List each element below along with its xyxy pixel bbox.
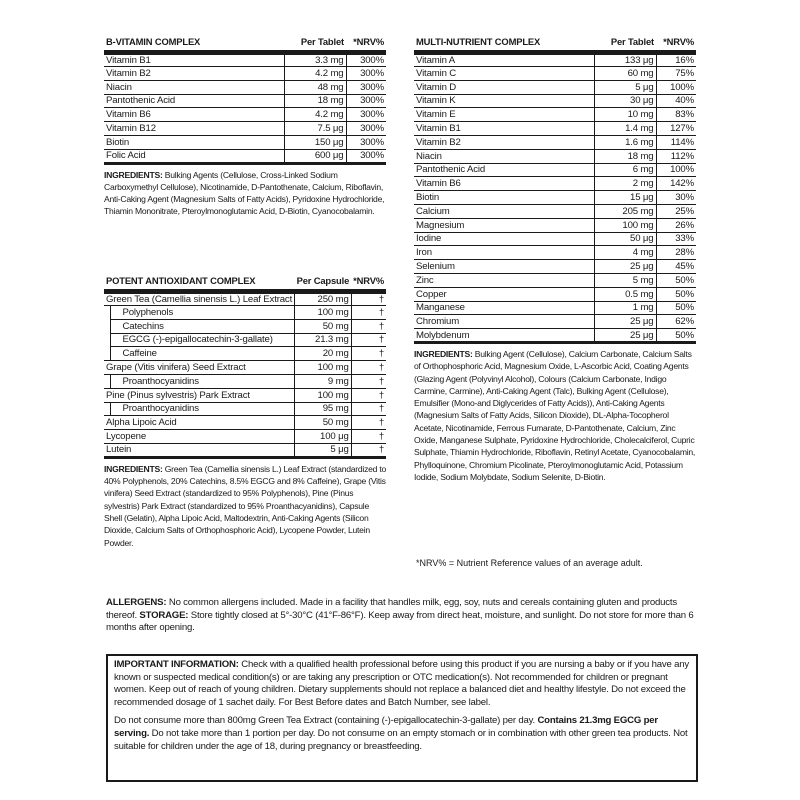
nutrient-amount: 205 mg [594, 204, 656, 218]
table-row [414, 191, 696, 205]
nutrient-name: Zinc [414, 273, 594, 287]
nutrient-name: Vitamin B1 [104, 53, 284, 67]
nutrient-amount: 3.3 mg [284, 53, 346, 67]
nutrient-amount: 25 μg [594, 315, 656, 329]
b-vitamin-table [104, 34, 386, 165]
nutrient-nrv: † [351, 430, 386, 444]
nutrient-nrv: 33% [656, 232, 696, 246]
nutrient-nrv: 30% [656, 191, 696, 205]
ingredients-label: INGREDIENTS: [104, 169, 163, 180]
important-text: Check with a qualified health professional before using this product if you are nursing a baby or if you have any known or suspected medical condition(s) or are taking any prescription or OTC medication(s). Not recommended for children or pregnant women. Keep out of reach of young children. Dietary supplements should not replace a balanced diet and healthy lifestyle. Do not exceed the recommended dosage of 1 sachet daily. For Best Before dates and Batch Number, see label. [114, 659, 689, 708]
table-row [104, 443, 386, 457]
nutrient-name: Chromium [414, 315, 594, 329]
nutrient-amount: 4.2 mg [284, 67, 346, 81]
column-header: MULTI-NUTRIENT COMPLEX [414, 34, 594, 53]
egcg-warning-paragraph [114, 715, 690, 753]
nutrient-name: Vitamin B12 [104, 122, 284, 136]
nutrient-amount: 2 mg [594, 177, 656, 191]
nutrient-amount: 100 μg [295, 430, 352, 444]
nutrient-amount: 95 mg [295, 402, 352, 416]
nutrient-name: Green Tea (Camellia sinensis L.) Leaf Extract [104, 292, 295, 306]
table-row [104, 374, 386, 388]
table-row [414, 80, 696, 94]
nutrient-nrv: 300% [346, 149, 386, 163]
nutrient-name: Alpha Lipoic Acid [104, 416, 295, 430]
b-vitamin-panel [104, 34, 386, 218]
nutrient-nrv: † [351, 292, 386, 306]
nutrient-nrv: 112% [656, 149, 696, 163]
nutrient-amount: 150 μg [284, 135, 346, 149]
nutrient-nrv: 127% [656, 122, 696, 136]
nutrient-nrv: 83% [656, 108, 696, 122]
ingredients-text: Bulking Agent (Cellulose), Calcium Carbonate, Calcium Salts of Orthophosphoric Acid, Magnesium Oxide, L-Ascorbic Acid, Coating Agents (Glazing Agent (Polyvinyl Alcohol), Colours (Calcium Carbonate, Indigo Carmine, Carmine), Anti-Caking Agent (Talc), Bulking Agent (Cellulose), Emulsifier (Mono-and Diglycerides of Fatty Acids)), Anti-Caking Agents (Magnesium Salts of Fatty Acids, Silicon Dioxide), DL-Alpha-Tocopherol Acetate, Nicotinamide, Ferrous Fumarate, D-Pantothenate, Calcium, Zinc Oxide, Manganese Sulphate, Pyridoxine Hydrochloride, Cholecalciferol, Cupric Sulphate, Thiamin Hydrochloride, Riboflavin, Retinyl Acetate, Cyanocobalamin, Phylloquinone, Chromium Picolinate, Pteroylmonoglutamic Acid, Potassium Iodide, Sodium Molybdate, Sodium Selenite, D-Biotin. [414, 348, 696, 482]
nutrient-amount: 5 μg [594, 80, 656, 94]
table-row [104, 108, 386, 122]
important-paragraph [114, 659, 690, 709]
nutrient-amount: 133 μg [594, 53, 656, 67]
storage-text: Store tightly closed at 5°-30°C (41°F-86°F). Keep away from direct heat, moisture, and sunlight. Do not store for more than 6 months after opening. [106, 609, 694, 633]
egcg-text: Do not consume more than 800mg Green Tea Extract (containing (-)-epigallocatechin-3-gallate) per day. [114, 715, 538, 727]
ingredients-text: Bulking Agents (Cellulose, Cross-Linked Sodium Carboxymethyl Cellulose), Nicotinamide, D-Pantothenate, Calcium, Riboflavin, Anti-Caking Agent (Magnesium Salts of Fatty Acids), Pyridoxine Hydrochloride, Thiamin Mononitrate, Pteroylmonoglutamic Acid, D-Biotin, Cyanocobalamin. [104, 169, 385, 217]
column-header: *NRV% [351, 273, 386, 292]
nutrient-nrv: 28% [656, 246, 696, 260]
nutrient-nrv: 45% [656, 260, 696, 274]
column-header: Per Capsule [295, 273, 352, 292]
table-row [104, 53, 386, 67]
nutrient-nrv: 50% [656, 301, 696, 315]
nutrient-name: Lutein [104, 443, 295, 457]
table-row [104, 416, 386, 430]
nutrient-amount: 1.6 mg [594, 135, 656, 149]
nutrient-name: Catechins [110, 319, 295, 333]
table-row [414, 53, 696, 67]
nutrient-nrv: 25% [656, 204, 696, 218]
nutrient-nrv: 50% [656, 329, 696, 343]
nutrient-nrv: 300% [346, 122, 386, 136]
column-header: Per Tablet [594, 34, 656, 53]
nutrient-name: Pine (Pinus sylvestris) Park Extract [104, 388, 295, 402]
ingredients-label: INGREDIENTS: [104, 463, 163, 474]
nutrient-name: Copper [414, 287, 594, 301]
nutrient-name: Grape (Vitis vinifera) Seed Extract [104, 361, 295, 375]
table-row [414, 163, 696, 177]
column-header: *NRV% [346, 34, 386, 53]
nutrient-nrv: 300% [346, 108, 386, 122]
nutrient-amount: 60 mg [594, 67, 656, 81]
nutrient-amount: 5 μg [295, 443, 352, 457]
nutrient-name: Molybdenum [414, 329, 594, 343]
table-row [104, 122, 386, 136]
table-row [104, 94, 386, 108]
nutrient-amount: 600 μg [284, 149, 346, 163]
nutrient-name: Proanthocyanidins [110, 402, 295, 416]
important-label: IMPORTANT INFORMATION: [114, 659, 239, 670]
nutrient-amount: 1 mg [594, 301, 656, 315]
nutrient-name: Calcium [414, 204, 594, 218]
nutrient-amount: 18 mg [284, 94, 346, 108]
nutrient-amount: 25 μg [594, 260, 656, 274]
nutrient-nrv: 50% [656, 287, 696, 301]
nutrient-nrv: † [351, 319, 386, 333]
table-row [414, 218, 696, 232]
nrv-footnote: *NRV% = Nutrient Reference values of an average adult. [416, 558, 643, 568]
antioxidant-ingredients [104, 463, 386, 549]
nutrient-nrv: 62% [656, 315, 696, 329]
nutrient-nrv: † [351, 361, 386, 375]
storage-label: STORAGE: [139, 609, 189, 621]
nutrient-name: Polyphenols [110, 306, 295, 320]
nutrient-nrv: 300% [346, 94, 386, 108]
nutrient-nrv: † [351, 416, 386, 430]
table-row [414, 204, 696, 218]
nutrient-nrv: 16% [656, 53, 696, 67]
nutrient-nrv: 100% [656, 163, 696, 177]
table-row [104, 135, 386, 149]
allergens-storage-section [106, 597, 696, 635]
nutrient-nrv: † [351, 306, 386, 320]
table-row [104, 67, 386, 81]
nutrient-name: Biotin [414, 191, 594, 205]
table-row [104, 430, 386, 444]
column-header: *NRV% [656, 34, 696, 53]
nutrient-name: Pantothenic Acid [104, 94, 284, 108]
nutrient-amount: 100 mg [295, 306, 352, 320]
nutrient-amount: 250 mg [295, 292, 352, 306]
nutrient-nrv: 100% [656, 80, 696, 94]
nutrient-amount: 100 mg [594, 218, 656, 232]
nutrient-amount: 100 mg [295, 361, 352, 375]
nutrient-nrv: 75% [656, 67, 696, 81]
table-row [414, 94, 696, 108]
nutrient-amount: 30 μg [594, 94, 656, 108]
b-vitamin-ingredients [104, 169, 386, 218]
nutrient-name: Vitamin B2 [104, 67, 284, 81]
antioxidant-panel [104, 273, 386, 549]
ingredients-text: Green Tea (Camellia sinensis L.) Leaf Extract (standardized to 40% Polyphenols, 20% Catechins, 8.5% EGCG and 8% Caffeine), Grape (Vitis vinifera) Seed Extract (standardized to 95% Polyphenols), Pine (Pinus sylvestris) Park Extract (standardized to 95% Proanthacyanidins), Capsule Shell (Gelatin), Alpha Lipoic Acid, Maltodextrin, Anti-Caking Agents (Silicon Dioxide, Calcium Salts of Orthophosphoric Acid), Lycopene Powder, Lutein Powder. [104, 463, 386, 548]
nutrient-name: Vitamin A [414, 53, 594, 67]
nutrient-amount: 100 mg [295, 388, 352, 402]
nutrient-amount: 21.3 mg [295, 333, 352, 347]
nutrient-amount: 50 mg [295, 319, 352, 333]
nutrient-amount: 10 mg [594, 108, 656, 122]
nutrient-name: Vitamin B2 [414, 135, 594, 149]
antioxidant-table [104, 273, 386, 459]
table-row [414, 232, 696, 246]
nutrient-amount: 9 mg [295, 374, 352, 388]
egcg-bold-text: Contains 21.3mg EGCG per serving. [114, 715, 658, 739]
table-row [414, 67, 696, 81]
nutrient-name: Vitamin D [414, 80, 594, 94]
table-row [414, 273, 696, 287]
important-information-box [106, 654, 698, 782]
table-row [104, 149, 386, 163]
nutrient-amount: 1.4 mg [594, 122, 656, 136]
table-row [414, 246, 696, 260]
nutrient-name: Caffeine [110, 347, 295, 361]
allergens-text: No common allergens included. Made in a facility that handles milk, egg, soy, nuts and cereals containing gluten and products thereof. [106, 597, 677, 621]
nutrient-name: Niacin [104, 80, 284, 94]
nutrient-nrv: † [351, 347, 386, 361]
nutrient-amount: 4.2 mg [284, 108, 346, 122]
table-row [414, 287, 696, 301]
nutrient-name: Vitamin B6 [104, 108, 284, 122]
nutrient-name: Lycopene [104, 430, 295, 444]
nutrient-name: EGCG (-)-epigallocatechin-3-gallate) [110, 333, 295, 347]
nutrient-nrv: 300% [346, 53, 386, 67]
nutrient-nrv: 300% [346, 67, 386, 81]
table-row [414, 122, 696, 136]
nutrient-amount: 25 μg [594, 329, 656, 343]
nutrient-name: Biotin [104, 135, 284, 149]
nutrient-nrv: † [351, 402, 386, 416]
table-row [414, 149, 696, 163]
nutrient-nrv: † [351, 388, 386, 402]
table-header-row [104, 34, 386, 53]
nutrient-name: Folic Acid [104, 149, 284, 163]
table-row [414, 108, 696, 122]
nutrient-nrv: 114% [656, 135, 696, 149]
nutrient-nrv: † [351, 374, 386, 388]
nutrient-name: Niacin [414, 149, 594, 163]
nutrient-amount: 6 mg [594, 163, 656, 177]
table-row [104, 333, 386, 347]
nutrient-name: Manganese [414, 301, 594, 315]
table-row [104, 347, 386, 361]
nutrient-amount: 50 μg [594, 232, 656, 246]
nutrient-amount: 0.5 mg [594, 287, 656, 301]
nutrient-name: Pantothenic Acid [414, 163, 594, 177]
nutrient-nrv: 40% [656, 94, 696, 108]
column-header: Per Tablet [284, 34, 346, 53]
nutrient-name: Vitamin E [414, 108, 594, 122]
nutrient-nrv: 300% [346, 80, 386, 94]
nutrient-amount: 18 mg [594, 149, 656, 163]
table-header-row [414, 34, 696, 53]
nutrient-name: Magnesium [414, 218, 594, 232]
table-row [414, 315, 696, 329]
nutrient-amount: 7.5 μg [284, 122, 346, 136]
table-row [104, 80, 386, 94]
nutrient-amount: 20 mg [295, 347, 352, 361]
table-row [104, 319, 386, 333]
ingredients-label: INGREDIENTS: [414, 348, 473, 359]
nutrient-name: Vitamin C [414, 67, 594, 81]
table-row [414, 260, 696, 274]
table-row [104, 402, 386, 416]
table-row [414, 329, 696, 343]
table-row [104, 388, 386, 402]
nutrient-nrv: † [351, 443, 386, 457]
nutrient-amount: 4 mg [594, 246, 656, 260]
table-row [414, 177, 696, 191]
nutrient-amount: 5 mg [594, 273, 656, 287]
nutrient-name: Vitamin K [414, 94, 594, 108]
nutrient-amount: 15 μg [594, 191, 656, 205]
egcg-text-continued: Do not take more than 1 portion per day. Do not consume on an empty stomach or in combination with other green tea products. Not suitable for children under the age of 18, during pregnancy or breastfeeding. [114, 727, 688, 752]
table-row [104, 306, 386, 320]
nutrient-amount: 48 mg [284, 80, 346, 94]
allergens-label: ALLERGENS: [106, 597, 167, 608]
column-header: B-VITAMIN COMPLEX [104, 34, 284, 53]
multi-nutrient-ingredients [414, 348, 696, 483]
nutrient-name: Vitamin B1 [414, 122, 594, 136]
nutrient-name: Iron [414, 246, 594, 260]
nutrient-nrv: 300% [346, 135, 386, 149]
table-row [414, 135, 696, 149]
nutrient-nrv: 26% [656, 218, 696, 232]
table-header-row [104, 273, 386, 292]
table-row [104, 361, 386, 375]
nutrient-name: Iodine [414, 232, 594, 246]
nutrient-nrv: 142% [656, 177, 696, 191]
multi-nutrient-panel [414, 34, 696, 483]
nutrient-amount: 50 mg [295, 416, 352, 430]
nutrient-name: Proanthocyanidins [110, 374, 295, 388]
table-row [104, 292, 386, 306]
nutrient-nrv: † [351, 333, 386, 347]
nutrient-nrv: 50% [656, 273, 696, 287]
nutrient-name: Vitamin B6 [414, 177, 594, 191]
column-header: POTENT ANTIOXIDANT COMPLEX [104, 273, 295, 292]
multi-nutrient-table [414, 34, 696, 344]
nutrient-name: Selenium [414, 260, 594, 274]
table-row [414, 301, 696, 315]
